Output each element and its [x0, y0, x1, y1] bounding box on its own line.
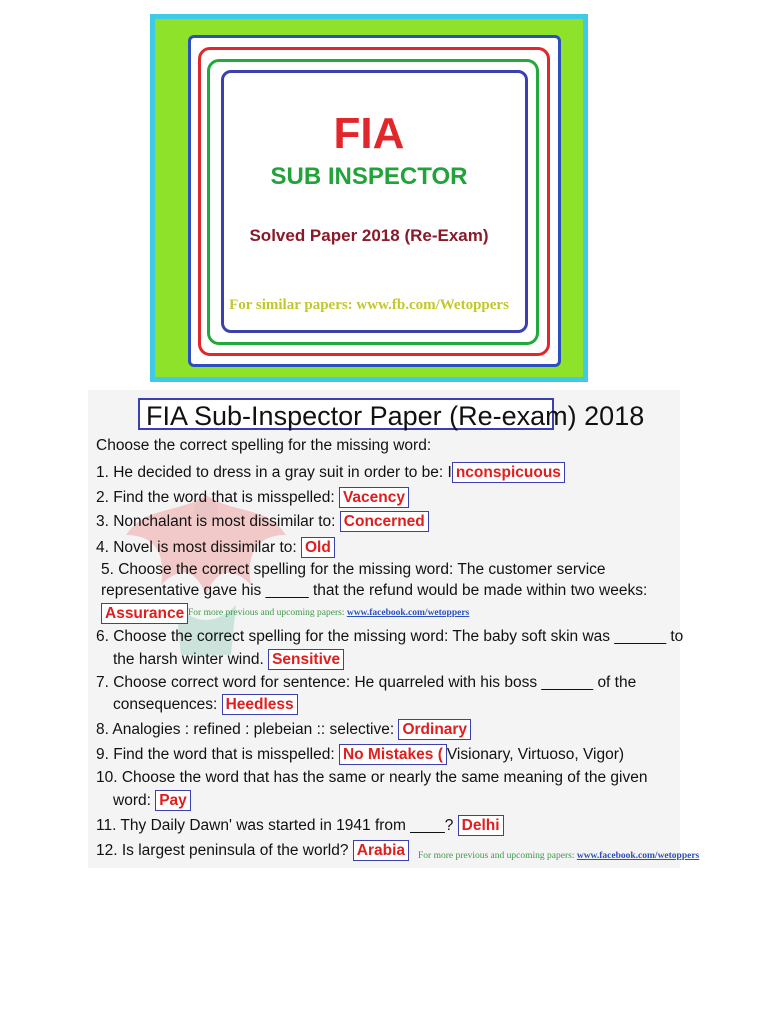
answer-box: Concerned [340, 511, 429, 532]
question-text: 1. He decided to dress in a gray suit in order to be: I [96, 464, 452, 481]
answer-box: Sensitive [268, 649, 344, 670]
question-text: 11. Thy Daily Dawn' was started in 1941 from ____? [96, 817, 458, 834]
answer-box: Delhi [458, 815, 504, 836]
cover-subtitle: SUB INSPECTOR [270, 163, 468, 190]
page-title: FIA Sub-Inspector Paper (Re-exam) 2018 [138, 398, 554, 430]
question-10-line-1: 10. Choose the word that has the same or nearly the same meaning of the given [96, 769, 648, 786]
answer-box: Heedless [222, 694, 298, 715]
facebook-link-footer[interactable]: For more previous and upcoming papers: www.facebook.com/wetoppers [418, 851, 700, 861]
answer-box: Ordinary [398, 719, 471, 740]
cover-banner [150, 14, 588, 382]
question-text: 2. Find the word that is misspelled: [96, 489, 339, 506]
question-text: 12. Is largest peninsula of the world? [96, 842, 353, 859]
cover-title: FIA [333, 109, 405, 158]
question-text: 8. Analogies : refined : plebeian :: selective: [96, 721, 399, 738]
question-5-line-2: representative gave his _____ that the refund would be made within two weeks: [101, 582, 648, 599]
question-7-line-1: 7. Choose correct word for sentence: He quarreled with his boss ______ of the [96, 674, 637, 691]
question-7-line-2 [113, 694, 298, 715]
question-9 [96, 744, 624, 765]
question-text: 4. Novel is most dissimilar to: [96, 539, 301, 556]
question-text: word: [113, 792, 156, 809]
question-6-line-2 [113, 649, 344, 670]
cover-link[interactable]: For similar papers: www.fb.com/Wetoppers [229, 297, 509, 313]
question-text-after: Visionary, Virtuoso, Vigor) [446, 746, 625, 763]
question-1 [96, 462, 565, 483]
answer-box: Assurance [101, 603, 188, 624]
question-11 [96, 815, 504, 836]
question-12 [96, 840, 409, 861]
answer-box: No Mistakes ( [339, 744, 447, 765]
cover-paper-label: Solved Paper 2018 (Re-Exam) [249, 226, 489, 245]
answer-box: Vacency [339, 487, 409, 508]
question-5-line-1: 5. Choose the correct spelling for the missing word: The customer service [101, 561, 606, 578]
facebook-link-small[interactable]: For more previous and upcoming papers: www.facebook.com/wetoppers [188, 608, 470, 618]
question-6-line-1: 6. Choose the correct spelling for the missing word: The baby soft skin was ______ to [96, 628, 684, 645]
question-4 [96, 537, 335, 558]
question-text: 3. Nonchalant is most dissimilar to: [96, 513, 340, 530]
question-8 [96, 719, 471, 740]
question-2 [96, 487, 409, 508]
answer-box: Pay [155, 790, 191, 811]
answer-box: Old [301, 537, 335, 558]
answer-box: Arabia [353, 840, 409, 861]
question-text: the harsh winter wind. [113, 651, 269, 668]
cover-lime-panel [155, 19, 583, 377]
question-text: 9. Find the word that is misspelled: [96, 746, 339, 763]
answer-box: nconspicuous [452, 462, 565, 483]
question-10-line-2 [113, 790, 191, 811]
question-5-answer [101, 603, 188, 624]
intro-text: Choose the correct spelling for the missing word: [96, 437, 432, 454]
question-3 [96, 511, 429, 532]
question-text: consequences: [113, 696, 222, 713]
